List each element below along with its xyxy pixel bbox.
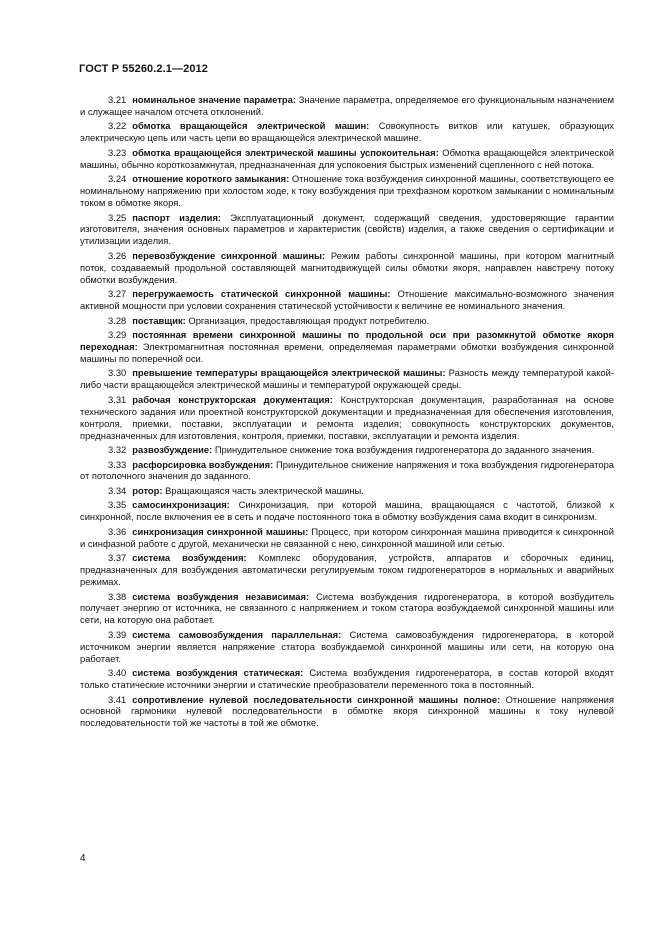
term-definition: Процесс, при котором синхронная машина приводится к синхронной и синфазной работе с другой, механически не связанной с нею, синхронной машиной или сетью. <box>80 525 614 549</box>
term-name: обмотка вращающейся электрической машины успокоительная: <box>132 146 439 158</box>
term-name: перегружаемость статической синхронной машины: <box>132 288 391 300</box>
term-name: рабочая конструкторская документация: <box>132 393 333 405</box>
term-name: система самовозбуждения параллельная: <box>132 628 342 640</box>
term-number: 3.26 <box>108 249 127 261</box>
term-entry <box>80 288 614 312</box>
term-number: 3.27 <box>108 288 127 300</box>
term-name: номинальное значение параметра: <box>132 94 296 105</box>
term-name: синхронизация синхронной машины: <box>132 525 309 537</box>
term-number: 3.39 <box>108 628 127 640</box>
term-number: 3.21 <box>108 94 127 105</box>
term-name: система возбуждения: <box>132 552 247 564</box>
term-number: 3.36 <box>108 525 127 537</box>
term-number: 3.35 <box>108 499 127 511</box>
term-name: система возбуждения независимая: <box>132 590 310 602</box>
term-name: паспорт изделия: <box>132 211 222 223</box>
terms-list <box>80 94 614 732</box>
page-number: 4 <box>80 853 86 864</box>
term-definition: Режим работы синхронной машины, при котором магнитный поток, создаваемый продольной составляющей магнитодвижущей силы обмотки якоря, направлен навстречу потоку обмотки возбуждения. <box>80 249 614 285</box>
term-definition: Принудительное снижение тока возбуждения гидрогенератора до заданного значения. <box>214 444 595 455</box>
term-name: поставщик: <box>132 314 186 326</box>
term-definition: Организация, предоставляющая продукт потребителю. <box>188 314 430 326</box>
term-definition: Отношение напряжения основной гармоники нулевой последовательности в обмотке якоря синхронной машины к току нулевой последовательности той же частоты в той же обмотке. <box>80 693 614 729</box>
term-number: 3.40 <box>108 667 127 679</box>
term-entry <box>80 315 614 327</box>
term-number: 3.30 <box>108 367 127 379</box>
term-definition: Система возбуждения гидрогенератора, в состав которой входят только статические источники энергии и статические преобразователи переменного тока в постоянный. <box>80 667 615 691</box>
term-definition: Система самовозбуждения гидрогенератора, в которой источником энергии является напряжение статора возбуждаемой синхронной машины или сети, на которую она работает. <box>80 628 614 664</box>
term-number: 3.28 <box>108 314 127 326</box>
term-name: превышение температуры вращающейся электрической машины: <box>132 367 446 379</box>
term-entry <box>80 212 614 248</box>
term-definition: Вращающаяся часть электрической машины. <box>165 484 364 496</box>
term-name: сопротивление нулевой последовательности синхронной машины полное: <box>132 693 501 705</box>
term-name: система возбуждения статическая: <box>132 667 304 679</box>
term-definition: Значение параметра, определяемое его функциональным назначением и служащее началом отсчета отклонений. <box>80 94 615 117</box>
term-definition: Система возбуждения гидрогенератора, в которой возбудитель получает энергию от источника, не связанного с напряжением и током статора возбуждаемой синхронной машины или сети, на которую она работает. <box>80 590 614 626</box>
term-number: 3.33 <box>108 458 127 470</box>
term-entry <box>80 459 614 483</box>
term-definition: Конструкторская документация, разработанная на основе технического задания или проектной конструкторской документации и предназначенная для обеспечения изготовления, контроля, приемки, поставки, эксплуатации и ремонта изделия; совокупность конструкторских документов, предназначенных для изготовления, контроля, приемки, поставки, эксплуатации и ремонта изделия. <box>80 393 614 441</box>
term-definition: Синхронизация, при которой машина, вращающаяся с частотой, близкой к синхронной, после включения ее в сеть и подаче постоянного тока в обмотку возбуждения сама входит в синхронизм. <box>80 499 614 523</box>
term-number: 3.22 <box>108 120 127 132</box>
term-entry <box>80 444 614 456</box>
term-entry <box>80 147 614 171</box>
term-name: перевозбуждение синхронной машины: <box>132 249 326 261</box>
term-name: расфорсировка возбуждения: <box>132 458 274 470</box>
term-name: ротор: <box>132 484 163 496</box>
term-definition: Разность между температурой какой-либо части вращающейся электрической машины и температурой окружающей среды. <box>80 367 614 391</box>
term-name: отношение короткого замыкания: <box>132 173 290 185</box>
term-entry <box>80 694 614 730</box>
term-definition: Эксплуатационный документ, содержащий сведения, удостоверяющие гарантии изготовителя, значения основных параметров и характеристик (свойств) изделия, а также сведения о сертификации и утилизации изделия. <box>80 211 614 247</box>
standard-header: ГОСТ Р 55260.2.1—2012 <box>79 63 208 75</box>
term-entry <box>80 552 614 588</box>
term-number: 3.31 <box>108 393 127 405</box>
term-number: 3.37 <box>108 552 127 564</box>
term-entry <box>80 394 614 442</box>
term-entry <box>80 591 614 627</box>
term-number: 3.34 <box>108 484 127 496</box>
term-definition: Отношение тока возбуждения синхронной машины, соответствующего ее номинальному напряжению при холостом ходе, к току возбуждения при трехфазном коротком замыкании с номинальным током в обмотке якоря. <box>80 173 615 209</box>
term-number: 3.38 <box>108 590 127 602</box>
term-definition: Обмотка вращающейся электрической машины, обычно короткозамкнутая, предназначенная для успокоения быстрых изменений сцепленного с ней потока. <box>80 146 615 170</box>
term-entry <box>80 499 614 523</box>
term-number: 3.32 <box>108 444 127 455</box>
term-number: 3.23 <box>108 146 127 158</box>
term-definition: Отношение максимально-возможного значения активной мощности при условии сохранения статической устойчивости к величине ее номинального значения. <box>80 288 614 312</box>
term-name: обмотка вращающейся электрической машин: <box>132 120 370 132</box>
term-entry <box>80 629 614 665</box>
term-name: развозбуждение: <box>132 444 213 455</box>
term-entry <box>80 485 614 497</box>
term-number: 3.25 <box>108 211 127 223</box>
term-number: 3.24 <box>108 173 127 185</box>
term-number: 3.29 <box>108 329 127 341</box>
term-entry <box>80 526 614 550</box>
term-number: 3.41 <box>108 693 127 705</box>
term-definition: Принудительное снижение напряжения и тока возбуждения гидрогенератора от потолочного значения до заданного. <box>80 458 614 482</box>
term-name: постоянная времени синхронной машины по продольной оси при разомкнутой обмотке якоря переходная: <box>80 329 614 352</box>
term-definition: Комплекс оборудования, устройств, аппаратов и сборочных единиц, предназначенных для возбуждения автоматически регулируемым током гидрогенераторов в нормальных и аварийных режимах. <box>80 552 614 588</box>
term-name: самосинхронизация: <box>132 499 230 511</box>
term-definition: Электромагнитная постоянная времени, определяемая параметрами обмотки возбуждения синхронной машины по поперечной оси. <box>80 340 614 364</box>
term-entry <box>80 120 614 144</box>
term-definition: Совокупность витков или катушек, образующих электрическую цепь или часть цепи во вращающейся электрической машине. <box>80 120 614 144</box>
term-entry <box>80 667 614 691</box>
term-entry <box>80 173 614 209</box>
term-entry <box>80 250 614 286</box>
term-entry <box>80 94 614 118</box>
term-entry <box>80 329 614 365</box>
term-entry <box>80 367 614 391</box>
